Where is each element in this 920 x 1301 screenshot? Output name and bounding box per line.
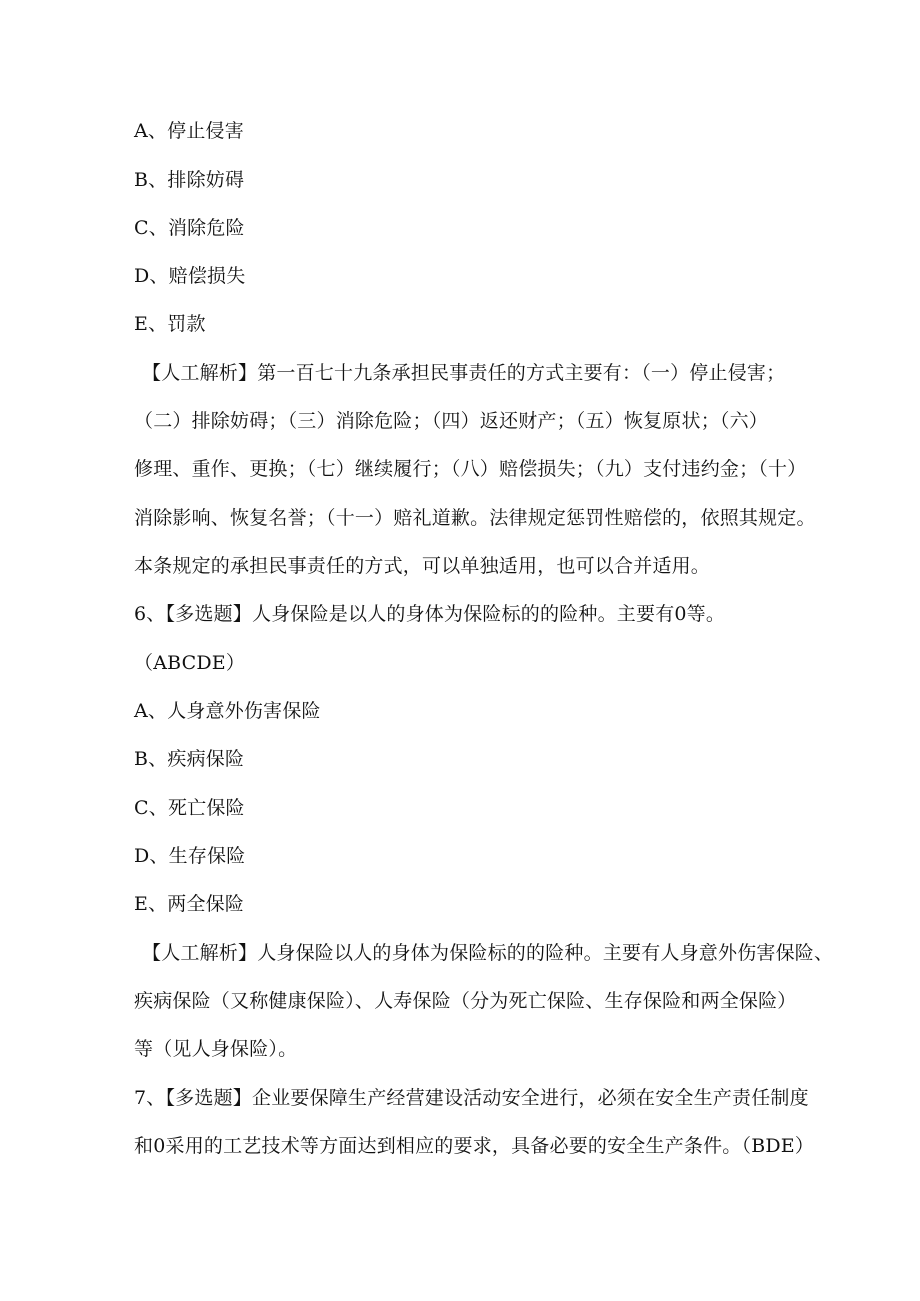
q6-analysis-line-3: 等（见人身保险）。: [134, 1038, 298, 1060]
q5-option-e: E、罚款: [134, 313, 206, 335]
q6-option-c: C、死亡保险: [134, 797, 245, 819]
q6-option-a: A、人身意外伤害保险: [134, 700, 321, 722]
q5-option-d: D、赔偿损失: [134, 265, 246, 287]
q6-answer: （ABCDE）: [134, 652, 246, 674]
q6-option-e: E、两全保险: [134, 893, 245, 915]
q5-analysis-line-1: 【人工解析】第一百七十九条承担民事责任的方式主要有：（一）停止侵害；: [142, 362, 786, 384]
q5-option-b: B、排除妨碍: [134, 169, 245, 191]
q7-stem-line-1: 7、【多选题】企业要保障生产经营建设活动安全进行，必须在安全生产责任制度: [134, 1087, 809, 1109]
q5-option-a: A、停止侵害: [134, 120, 244, 142]
q7-stem-line-2: 和0采用的工艺技术等方面达到相应的要求，具备必要的安全生产条件。（BDE）: [134, 1135, 815, 1157]
q5-option-c: C、消除危险: [134, 217, 245, 239]
q6-option-b: B、疾病保险: [134, 748, 245, 770]
q6-option-d: D、生存保险: [134, 845, 246, 867]
q6-analysis-line-2: 疾病保险（又称健康保险）、人寿保险（分为死亡保险、生存保险和两全保险）: [134, 990, 797, 1012]
q6-stem: 6、【多选题】人身保险是以人的身体为保险标的的险种。主要有0等。: [134, 603, 726, 625]
q6-analysis-line-1: 【人工解析】人身保险以人的身体为保险标的的险种。主要有人身意外伤害保险、: [142, 942, 834, 964]
q5-analysis-line-2: （二）排除妨碍；（三）消除危险；（四）返还财产；（五）恢复原状；（六）: [134, 410, 769, 432]
q5-analysis-line-4: 消除影响、恢复名誉；（十一）赔礼道歉。法律规定惩罚性赔偿的，依照其规定。: [134, 507, 816, 529]
q5-analysis-line-3: 修理、重作、更换；（七）继续履行；（八）赔偿损失；（九）支付违约金；（十）: [134, 458, 807, 480]
q5-analysis-line-5: 本条规定的承担民事责任的方式，可以单独适用，也可以合并适用。: [134, 555, 711, 577]
